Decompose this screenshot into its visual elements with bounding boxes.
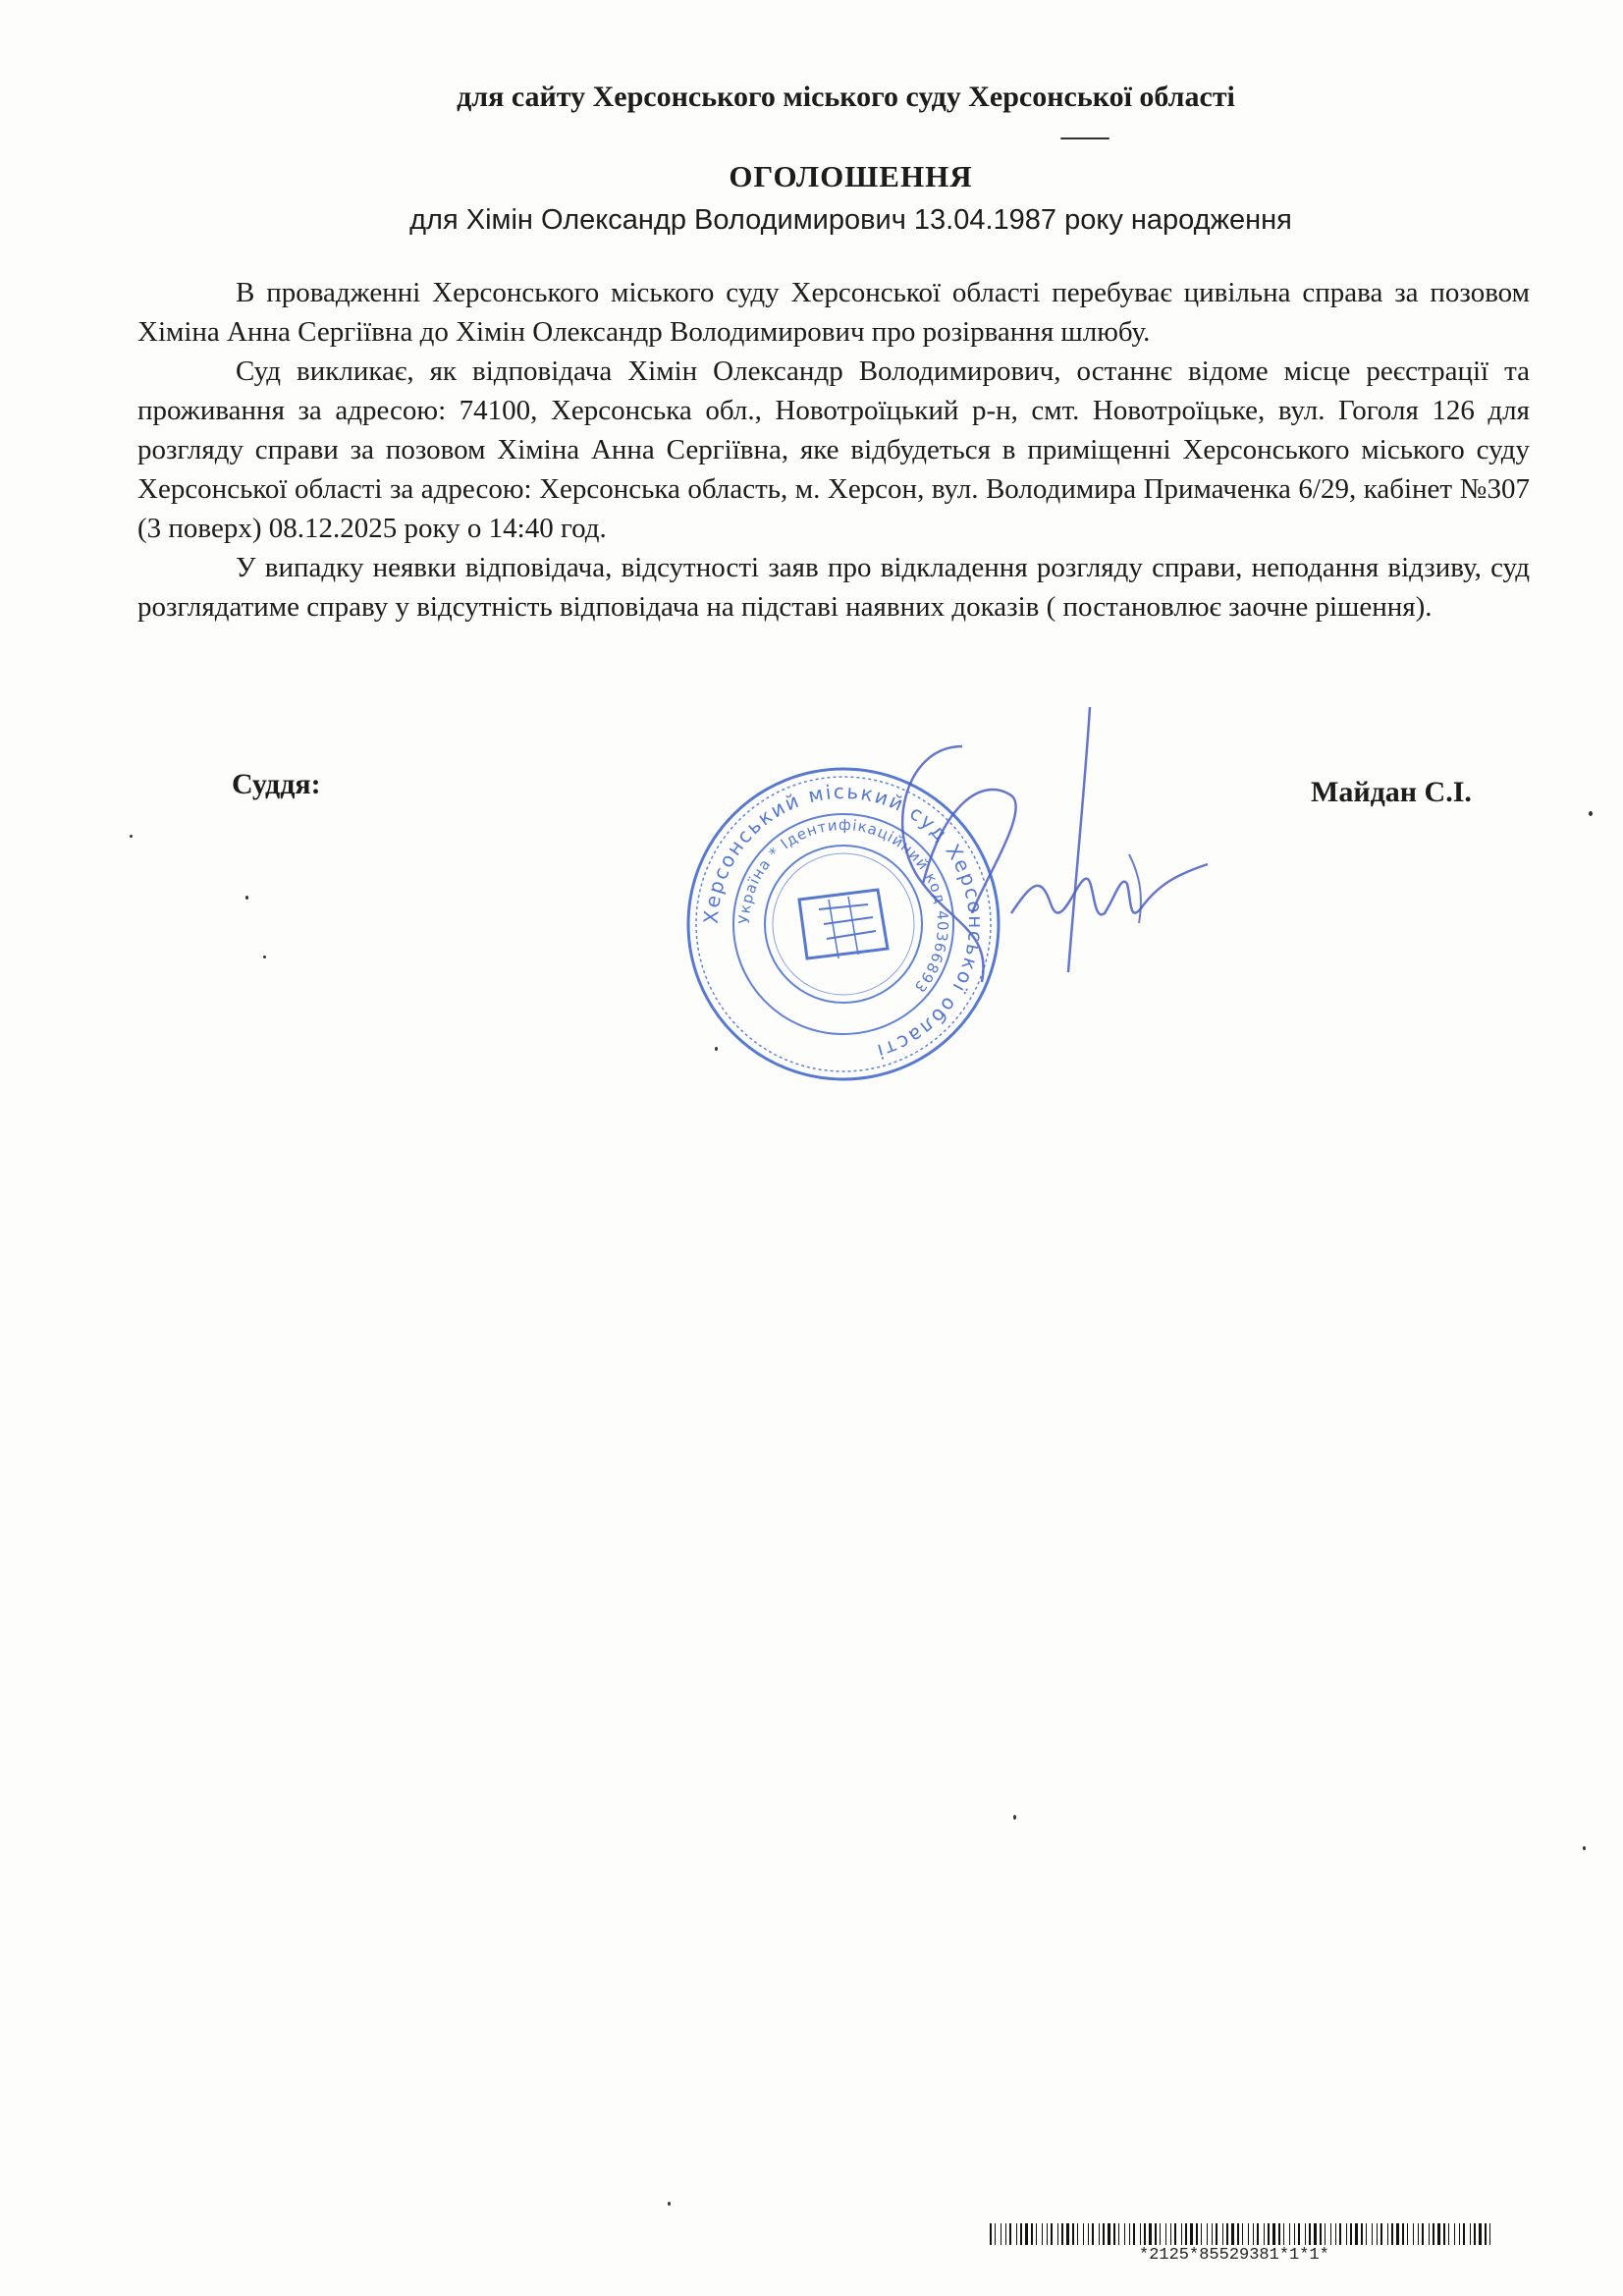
barcode-bar [1083, 2223, 1084, 2245]
barcode-bar [1470, 2223, 1471, 2245]
site-header-line: для сайту Херсонського міського суду Херсонської області [457, 81, 1235, 113]
barcode-bar [1124, 2223, 1125, 2245]
barcode-bar [1479, 2223, 1482, 2245]
barcode-bar [1072, 2223, 1074, 2245]
barcode-bar [1005, 2223, 1006, 2245]
barcode-bar [1009, 2223, 1011, 2245]
barcode-bar [1088, 2223, 1089, 2245]
barcode-bar [1429, 2223, 1430, 2245]
scan-speck [245, 896, 248, 900]
barcode-bar [1264, 2223, 1265, 2245]
barcode-bar [1066, 2223, 1069, 2245]
barcode-bar [1248, 2223, 1249, 2245]
barcode-bar [1016, 2223, 1017, 2245]
barcode-bar [1305, 2223, 1306, 2245]
barcode-bar [1196, 2223, 1198, 2245]
judge-name: Майдан С.І. [1311, 776, 1472, 808]
barcode-bar [1140, 2223, 1141, 2245]
barcode-bar [1118, 2223, 1119, 2245]
barcode-bar [1366, 2223, 1367, 2245]
seal-outer-text: Херсонський міський суд Херсонської області [698, 779, 989, 1065]
scan-speck [130, 835, 133, 838]
scan-speck [1589, 811, 1593, 816]
barcode-bar [1108, 2223, 1110, 2245]
scan-speck [1060, 137, 1109, 139]
barcode-bar [1377, 2223, 1378, 2245]
barcode-bar [1190, 2223, 1193, 2245]
document-title: ОГОЛОШЕННЯ [729, 159, 973, 193]
barcode-bar [1201, 2223, 1202, 2245]
barcode-bar [1413, 2223, 1414, 2245]
barcode-bar [1149, 2223, 1152, 2245]
barcode-bar [1077, 2223, 1078, 2245]
barcode-bar [1165, 2223, 1166, 2245]
barcode-bar [1283, 2223, 1284, 2245]
paragraph-summons: Суд викликає, як відповідача Хімін Олександр Володимирович, останнє відоме місце реєстрації та проживання за адресою: 74100, Херсонська обл., Новотроїцький р-н, смт. Новотроїцьке, вул. Гоголя 126 для розгляду справи за позовом Хіміна Анна Сергіївна, яке відбудеться в приміщенні Херсонського міського суду Херсонської області за адресою: Херсонська область, м. Херсон, вул. Володимира Примаченка 6/29, кабінет №307 (3 поверх) 08.12.2025 року о 14:40 год. [137, 355, 1530, 544]
barcode-bar [1216, 2223, 1217, 2245]
barcode-bar [1257, 2223, 1259, 2245]
barcode-bar [1212, 2223, 1213, 2245]
barcode-bar [1222, 2223, 1223, 2245]
judge-label: Суддя: [232, 768, 321, 800]
barcode-bar [1181, 2223, 1182, 2245]
barcode-bar [1057, 2223, 1058, 2245]
scan-speck [1013, 1815, 1016, 1820]
barcode-bar [1237, 2223, 1239, 2245]
barcode-bar [1309, 2223, 1311, 2245]
barcode-bar [1160, 2223, 1161, 2245]
barcode-bar [1335, 2223, 1336, 2245]
barcode-bar [1422, 2223, 1424, 2245]
barcode-bar [1320, 2223, 1322, 2245]
barcode-bar [1047, 2223, 1048, 2245]
barcode-bar [1459, 2223, 1460, 2245]
barcode-bar [1289, 2223, 1290, 2245]
barcode-bar [1437, 2223, 1440, 2245]
barcode-bar [1174, 2223, 1176, 2245]
barcode-bar [1380, 2223, 1382, 2245]
barcode-bar [1099, 2223, 1100, 2245]
handwritten-signature [864, 687, 1217, 1021]
barcode-bar [1272, 2223, 1275, 2245]
barcode-bar [1036, 2223, 1037, 2245]
seal-inner-text: Україна * Ідентифікаційний код 40366893 [734, 815, 952, 997]
barcode-bar [1155, 2223, 1157, 2245]
barcode-bar [1231, 2223, 1234, 2245]
document-subtitle: для Хімін Олександр Володимирович 13.04.1987 року народження [409, 204, 1292, 236]
barcode-bar [1298, 2223, 1300, 2245]
barcode-bar [1144, 2223, 1146, 2245]
paragraph-case-info: В провадженні Херсонського міського суду Херсонської області перебуває цивільна справа за позовом Хіміна Анна Сергіївна до Хімін Олександр Володимирович про розірвання шлюбу. [137, 277, 1530, 348]
barcode-bar [1391, 2223, 1393, 2245]
barcode-bar [1314, 2223, 1317, 2245]
barcode-bar [1387, 2223, 1388, 2245]
barcode-bar [1170, 2223, 1171, 2245]
barcode-bar [1330, 2223, 1331, 2245]
barcode-bar [1020, 2223, 1022, 2245]
barcode-bar [1113, 2223, 1115, 2245]
barcode-bar [1489, 2223, 1490, 2245]
barcode-bar [1402, 2223, 1404, 2245]
scan-speck [1583, 1846, 1586, 1850]
scan-speck [668, 2202, 671, 2206]
barcode-bar [1443, 2223, 1445, 2245]
barcode-bar [1042, 2223, 1043, 2245]
barcode-bar [990, 2223, 992, 2245]
barcode-bar [1242, 2223, 1243, 2245]
barcode-bar [1253, 2223, 1254, 2245]
barcode-bar [1454, 2223, 1455, 2245]
document-barcode [990, 2223, 1492, 2245]
barcode-bar [1485, 2223, 1487, 2245]
barcode-bar [1448, 2223, 1449, 2245]
barcode-bar [1372, 2223, 1373, 2245]
barcode-bar [1092, 2223, 1094, 2245]
barcode-bar [1051, 2223, 1053, 2245]
announcement-body [137, 273, 1530, 627]
scan-speck [715, 1047, 718, 1051]
barcode-bar [1474, 2223, 1476, 2245]
barcode-bar [1418, 2223, 1419, 2245]
paragraph-absence-warning: У випадку неявки відповідача, відсутності заяв про відкладення розгляду справи, неподання відзиву, суд розглядатиме справу у відсутність відповідача на підставі наявних доказів ( постановлює заочне рішення). [137, 552, 1530, 623]
barcode-bar [1407, 2223, 1408, 2245]
barcode-bar [1339, 2223, 1341, 2245]
barcode-bar [1025, 2223, 1028, 2245]
barcode-bar [995, 2223, 996, 2245]
barcode-bar [1226, 2223, 1228, 2245]
barcode-bar [1268, 2223, 1270, 2245]
barcode-bar [1355, 2223, 1358, 2245]
barcode-bar [1433, 2223, 1434, 2245]
barcode-bar [1346, 2223, 1347, 2245]
barcode-bar [1294, 2223, 1295, 2245]
barcode-bar [1278, 2223, 1280, 2245]
signature-row [0, 768, 1623, 807]
barcode-bar [1031, 2223, 1033, 2245]
barcode-bar [1061, 2223, 1063, 2245]
barcode-bar [1396, 2223, 1399, 2245]
barcode-bar [1463, 2223, 1465, 2245]
scan-speck [263, 956, 266, 958]
barcode-bar [1350, 2223, 1352, 2245]
barcode-bar [1133, 2223, 1135, 2245]
barcode-bar [1103, 2223, 1105, 2245]
barcode-number: *2125*85529381*1*1* [1139, 2246, 1329, 2265]
barcode-bar [1185, 2223, 1187, 2245]
barcode-bar [1361, 2223, 1363, 2245]
barcode-bar [1207, 2223, 1208, 2245]
barcode-bar [1129, 2223, 1130, 2245]
